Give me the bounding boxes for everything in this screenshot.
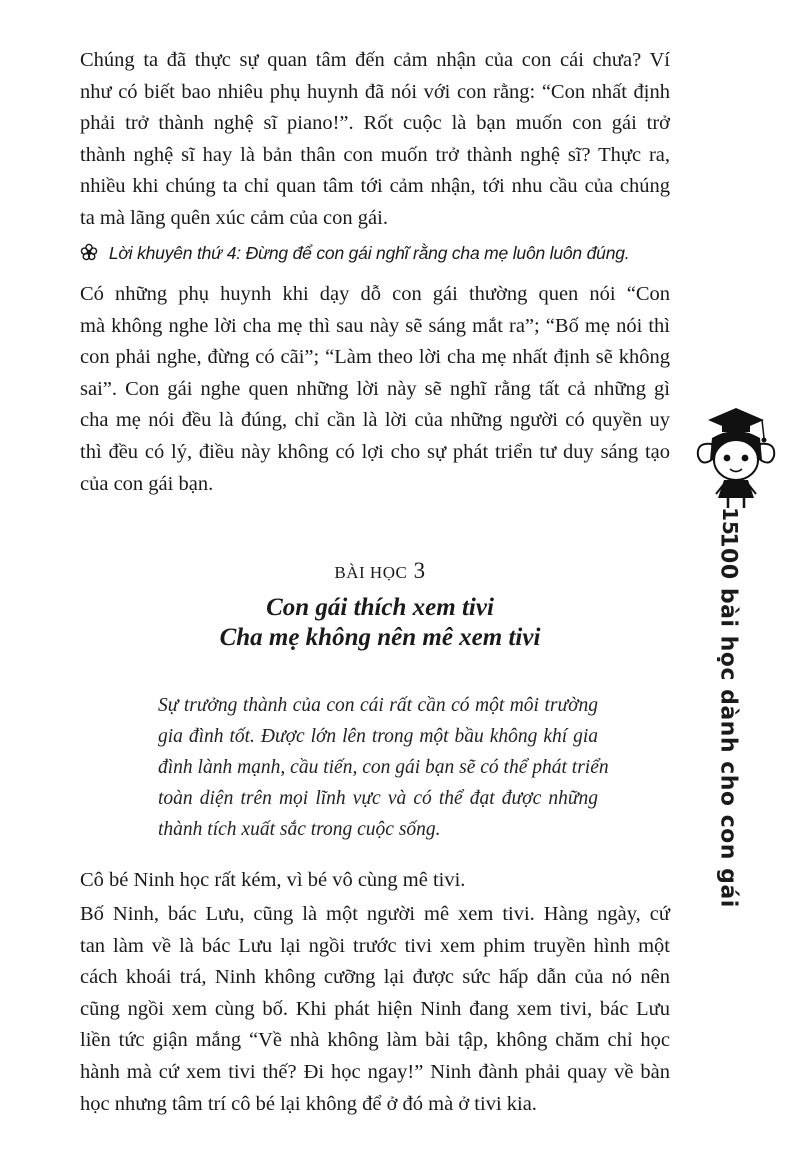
lesson-title-line-2: Cha mẹ không nên mê xem tivi — [219, 624, 541, 651]
text-line: Bố Ninh, bác Lưu, cũng là một người mê xem tivi. Hàng ngày, cứ — [80, 903, 670, 925]
lesson-title-line-1: Con gái thích xem tivi — [266, 594, 494, 621]
text-line: Có những phụ huynh khi dạy dỗ con gái thường quen nói “Con — [80, 283, 670, 305]
text-line: con phải nghe, đừng có cãi”; “Làm theo lời cha mẹ nhất định sẽ không — [80, 346, 670, 369]
text-line: học nhưng tâm trí cô bé lại không để ở đó mà ở tivi kia. — [80, 1092, 537, 1115]
text-line: phải trở thành nghệ sĩ piano!”. Rốt cuộc là bạn muốn con gái trở — [80, 112, 670, 135]
text-line: mà không nghe lời cha mẹ thì sau này sẽ sáng mắt ra”; “Bố mẹ nói thì — [80, 314, 670, 337]
book-title-vertical: 100 bài học dành cho con gái — [715, 532, 741, 908]
lesson-label — [0, 558, 760, 584]
lesson-label-prefix: BÀI HỌC — [334, 563, 408, 582]
paragraph-2 — [80, 279, 670, 500]
text-line: như có biết bao nhiêu phụ huynh đã nói với con rằng: “Con nhất định — [80, 80, 670, 103]
quote-line: toàn diện trên mọi lĩnh vực và có thể đạt được những — [158, 788, 598, 809]
flower-icon — [80, 243, 103, 263]
text-line: cha mẹ nói đều là đúng, chỉ cần là lời của những người có quyền uy — [80, 409, 670, 432]
text-line: Chúng ta đã thực sự quan tâm đến cảm nhận của con cái chưa? Ví — [80, 49, 670, 71]
text-line: nhiều khi chúng ta chỉ quan tâm tới cảm nhận, tới nhu cầu của chúng — [80, 175, 670, 198]
text-line: liền tức giận mắng “Về nhà không làm bài tập, không chăm chỉ học — [80, 1029, 670, 1052]
quote-line: Sự trưởng thành của con cái rất cần có một môi trường — [158, 695, 598, 716]
paragraph-3 — [80, 865, 670, 897]
quote-line: gia đình tốt. Được lớn lên trong một bầu không khí gia — [158, 726, 598, 747]
text-line: cách khoái trá, Ninh không cưỡng lại được sức hấp dẫn của nó nên — [80, 966, 670, 989]
text-line: sai”. Con gái nghe quen những lời này sẽ nghĩ rằng tất cả những gì — [80, 377, 670, 400]
paragraph-1 — [80, 45, 670, 235]
lesson-quote — [158, 690, 609, 845]
page-number: 15 — [718, 507, 742, 535]
quote-line: đình lành mạnh, cầu tiến, con gái bạn sẽ có thể phát triển — [158, 757, 609, 778]
text-line: ta mà lãng quên xúc cảm của con gái. — [80, 206, 388, 229]
advice-tip — [80, 243, 680, 264]
text-line: của con gái bạn. — [80, 472, 214, 495]
quote-line: thành tích xuất sắc trong cuộc sống. — [158, 819, 441, 840]
lesson-number: 3 — [413, 558, 426, 583]
paragraph-4 — [80, 899, 670, 1120]
text-line: thành nghệ sĩ hay là bản thân con muốn trở thành nghệ sĩ? Thực ra, — [80, 143, 670, 166]
tip-text: Lời khuyên thứ 4: Đừng để con gái nghĩ rằng cha mẹ luôn luôn đúng. — [108, 243, 630, 263]
text-line: thì đều có lý, điều này không có lợi cho sự phát triển tư duy sáng tạo — [80, 440, 670, 463]
text-line: tan làm về là bác Lưu lại ngồi trước tivi xem phim truyền hình một — [80, 934, 670, 957]
text-line: cũng ngồi xem cùng bố. Khi phát hiện Ninh đang xem tivi, bác Lưu — [80, 997, 670, 1020]
text-line: hành mà cứ xem tivi thế? Đi học ngay!” Ninh đành phải quay về bàn — [80, 1060, 670, 1083]
text-line: Cô bé Ninh học rất kém, vì bé vô cùng mê tivi. — [80, 869, 466, 891]
